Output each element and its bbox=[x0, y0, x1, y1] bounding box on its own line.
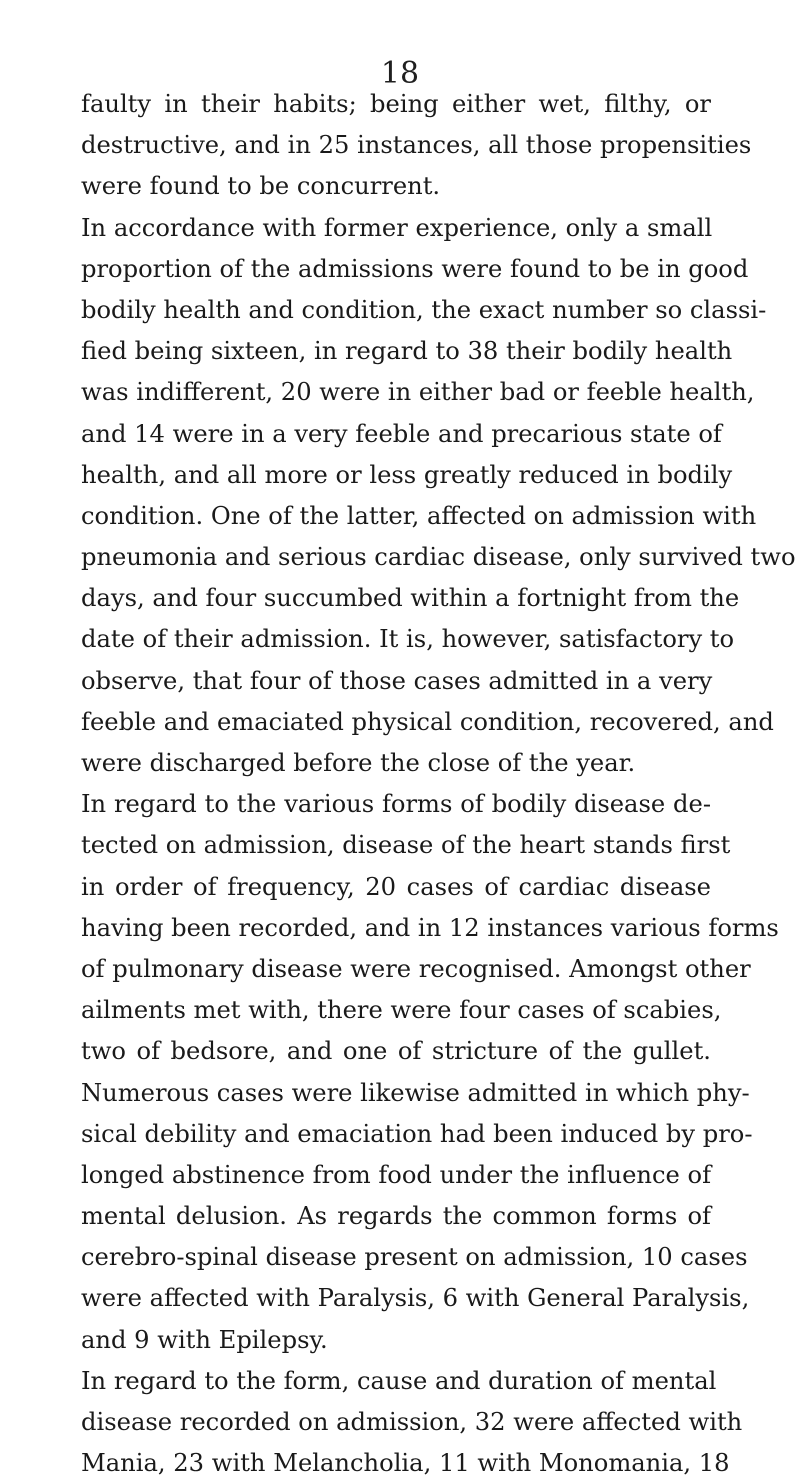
text-line: tected on admission, disease of the heart stands first bbox=[81, 831, 731, 860]
text-line: sical debility and emaciation had been induced by pro- bbox=[81, 1119, 753, 1148]
text-line: fied being sixteen, in regard to 38 their bodily health bbox=[81, 337, 733, 366]
text-line: In regard to the form, cause and duration of mental bbox=[81, 1366, 717, 1395]
text-line: in order of frequency, 20 cases of cardiac disease bbox=[81, 872, 711, 901]
text-line: observe, that four of those cases admitted in a very bbox=[81, 666, 713, 695]
text-line: Mania, 23 with Melancholia, 11 with Monomania, 18 bbox=[81, 1449, 730, 1478]
text-line: and 9 with Epilepsy. bbox=[81, 1325, 328, 1354]
text-line: disease recorded on admission, 32 were affected with bbox=[81, 1408, 743, 1436]
text-line: ailments met with, there were four cases of scabies, bbox=[81, 996, 722, 1025]
text-line: pneumonia and serious cardiac disease, only survived two bbox=[81, 543, 796, 572]
text-line: cerebro-spinal disease present on admission, 10 cases bbox=[81, 1243, 748, 1272]
text-line: and 14 were in a very feeble and precarious state of bbox=[81, 419, 722, 448]
page-number: 18 bbox=[380, 56, 420, 91]
text-line: health, and all more or less greatly reduced in bodily bbox=[81, 460, 733, 489]
text-line: In regard to the various forms of bodily disease de- bbox=[81, 790, 711, 819]
text-line: of pulmonary disease were recognised. Amongst other bbox=[81, 954, 751, 983]
text-line: longed abstinence from food under the influence of bbox=[81, 1160, 712, 1189]
body-text bbox=[81, 84, 796, 1484]
text-line: were found to be concurrent. bbox=[81, 172, 441, 201]
text-line: bodily health and condition, the exact number so classi- bbox=[81, 295, 767, 324]
text-line: mental delusion. As regards the common forms of bbox=[81, 1202, 711, 1231]
text-line: condition. One of the latter, affected on admission with bbox=[81, 501, 757, 530]
text-line: having been recorded, and in 12 instances various forms bbox=[81, 913, 779, 942]
text-line: was indifferent, 20 were in either bad or feeble health, bbox=[81, 378, 755, 407]
text-line: destructive, and in 25 instances, all those propensities bbox=[81, 131, 752, 160]
text-line: were discharged before the close of the year. bbox=[81, 749, 636, 777]
text-line: days, and four succumbed within a fortnight from the bbox=[81, 584, 740, 613]
text-line: feeble and emaciated physical condition, recovered, and bbox=[81, 707, 774, 736]
text-line: date of their admission. It is, however, satisfactory to bbox=[81, 625, 735, 654]
text-line: Numerous cases were likewise admitted in which phy- bbox=[81, 1078, 750, 1107]
text-line: faulty in their habits; being either wet, filthy, or bbox=[81, 90, 711, 118]
text-line: two of bedsore, and one of stricture of the gullet. bbox=[81, 1037, 711, 1066]
text-line: were affected with Paralysis, 6 with General Paralysis, bbox=[81, 1284, 750, 1313]
text-line: In accordance with former experience, only a small bbox=[81, 213, 713, 242]
text-line: proportion of the admissions were found to be in good bbox=[81, 254, 749, 283]
